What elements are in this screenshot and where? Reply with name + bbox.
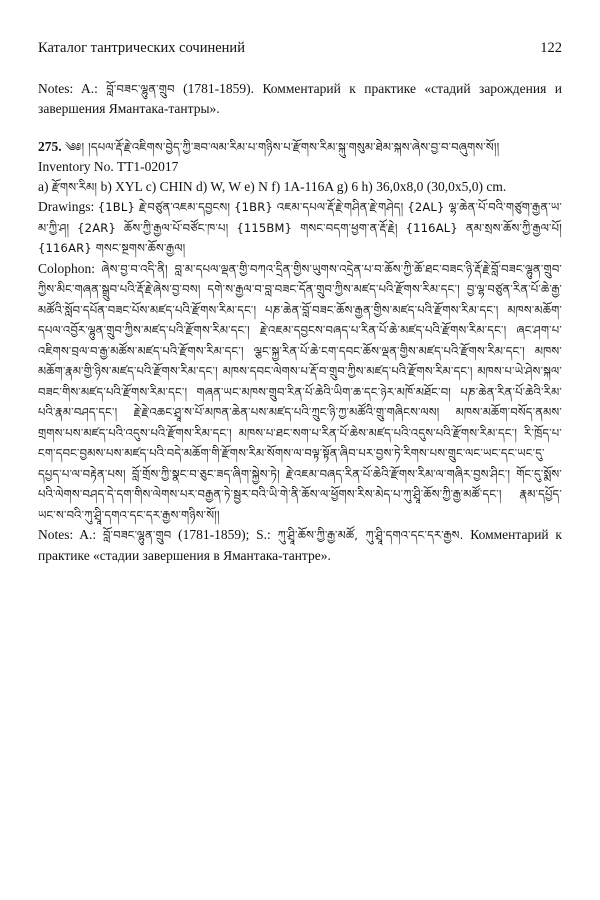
entry-number: 275. [38, 139, 62, 154]
attribute-a-value: རྫོགས་རིམ། [51, 180, 98, 194]
entry-attributes [38, 177, 562, 197]
drawings-list: {1BL} རྗེ་བཙུན་འཇམ་དབྱངས། {1BR} འཇམ་དཔལ་རྡོ་རྗེ་གཤིན་རྗེ་གཤེད། {2AL} ལྷ་ཆེན་པོ་བའི་གཙུག་རྒྱན་ཡ་མ་ཀྱི་ཤ། {2AR} ཆོས་ཀྱི་རྒྱལ་པོ་བཙོང་ཁ་པ། {115BM} གསང་བདག་ཕྱག་ན་རྡོ་རྗེ། {116AL} ནམ་སྲས་ཆོས་ཀྱི་རྒྱལ་པོ། {116AR} གསང་སྔགས་ཆོས་རྒྱལ། [38, 200, 562, 255]
notes-text: (1781-1859). Комментарий к практике «стадий зарождения и завершения Ямантака-тантры». [38, 81, 562, 116]
entry-title-tibetan: ༄༅། །དཔལ་རྡོ་རྗེ་འཇིགས་བྱེད་ཀྱི་ཟབ་ལམ་རིམ་པ་གཉིས་པ་རྫོགས་རིམ་སྐུ་གསུམ་ཐེམ་སྐས་ཞེས་བྱ་བ་བཞུགས་སོ།། [65, 140, 500, 154]
previous-entry-notes [38, 79, 562, 119]
notes-label: Notes: A.: [38, 81, 98, 96]
attributes-rest: b) XYL c) CHIN d) W, W e) N f) 1A-116A g) 6 h) 36,0x8,0 (30,0x5,0) cm. [100, 179, 507, 194]
author-name-tibetan: བློ་བཟང་ལྷུན་གྲུབ [106, 82, 175, 96]
entry-title [38, 137, 562, 157]
author-name-tibetan: བློ་བཟང་ལྷུན་གྲུབ [102, 528, 172, 542]
running-title: Каталог тантрических сочинений [38, 40, 245, 56]
entry-notes [38, 525, 562, 566]
colophon [38, 259, 562, 526]
notes-label: Notes: A.: [38, 527, 97, 542]
page-header [38, 40, 562, 57]
page-number: 122 [540, 40, 562, 56]
inventory-number: Inventory No. TT1-02017 [38, 159, 179, 174]
attribute-a-label: a) [38, 179, 49, 194]
author-dates: (1781-1859); S.: [178, 527, 271, 542]
scribes-tibetan: ཀུ་ཤྲཱི་ཆོས་ཀྱི་རྒྱ་མཚོ, ཀུ་ཤྲཱི་དགའ་དང་དར་རྒྱས. [277, 528, 464, 542]
colophon-text: ཞེས་བྱ་བ་འདི་ནི། བླ་མ་དཔལ་ལྡན་གྱི་བཀའ་དྲིན་གྱིས་ཡུགས་འདྲེན་པ་བ་ཆོས་ཀྱི་ཆོ་ཐང་བཟང་ཉི་རྡོ་རྗེ་བློ་བཟང་ལྷུན་གྲུབ་ཀྱིས་མིང་གཞན་སྒྲུབ་པའི་རྡོ་རྗེ་ཞེས་བྱ་བས། དགེ་ས་རྒྱལ་བ་བླ་བཟང་དོན་གྲུབ་ཀྱིས་མཛད་པའི་རྫོགས་རིམ་དང་། བྱ་ལྷ་བཙུན་རིན་པོ་ཆེ་རྒྱ་མཚོའི་སློབ་དཔོན་བཟང་པོས་མཛད་པའི་རྫོགས་རིམ་དང་། པཎ་ཆེན་བློ་བཟང་ཆོས་རྒྱན་གྱིས་མཛད་པའི་རྫོགས་རིམ་དང་། མཁས་མཆོག་དཔལ་འབྱོར་ལྷུན་གྲུབ་ཀྱིས་མཛད་པའི་རྫོགས་རིམ་དང་། རྗེ་འཇམ་དབྱངས་བཞད་པ་རིན་པོ་ཆེ་མཛད་པའི་རྫོགས་རིམ་དང་། ཞང་ཤག་པ་འཇིགས་བྲལ་བ་རྒྱ་མཚོས་མཛད་པའི་རྫོགས་རིམ་དང་། ལྕང་སྐྱ་རིན་པོ་ཆེ་ངག་དབང་ཆོས་ལྡན་གྱིས་མཛད་པའི་རྫོགས་རིམ་དང་། མཁས་མཆོག་རྣམ་གྱི་ཉིས་མཛད་པའི་རྫོགས་རིམ་དང་། མཁས་དབང་ལེགས་པ་རྡོ་བ་གྲུབ་ཀྱིས་མཛད་པའི་རྫོགས་རིམ་དང་། མཁས་པ་ཡེ་ཤེས་སྐལ་བཟང་གིས་མཛད་པའི་རྫོགས་རིམ་དང་། གཞན་ཡང་མཁས་གྲུབ་རིན་པོ་ཆེའི་ཡིག་ཆ་དང་ཉེར་མཁོ་མཐོང་བ། པཎ་ཆེན་རིན་པོ་ཆེའི་རིམ་པའི་རྣམ་བཤད་དང་། རྗེ་རྗེ་འཆང་ཤྲཱ་ས་པོ་མཁན་ཆེན་པས་མཛད་པའི་ཀྲུང་ཉི་ཀྱ་མཚོའི་གྲུ་གཞིངས་ལས། མཁས་མཆོག་བསོད་ནམས་གྲགས་པས་མཛད་པའི་འདུས་པའི་རྫོགས་རིམ་དང་། མཁས་པ་ཐང་སག་པ་རིན་པོ་ཆེས་མཛད་པའི་འདུས་པའི་རྫོགས་རིམ་དང་། རི་ཁྲོད་པ་ངག་དབང་བྱམས་པས་མཛད་པའི་བདེ་མཆོག་གི་རྫོགས་རིམ་སོགས་ལ་བལྟ་སྟོན་ཞིབ་པར་བྱས་ཏེ་རིགས་པས་གྲུང་ལང་ཡང་དང་ཡང་དུ་དཔྱད་པ་ལ་བརྟེན་པས། བློ་གྲོས་ཀྱི་སྣང་བ་ཅུང་ཟད་ཞིག་སྐྱེས་ཏེ། རྗེ་འཇམ་བཞད་རིན་པོ་ཆེའི་རྫོགས་རིམ་ལ་གཞིར་བྱས་ཤིང་། གོང་དུ་སྨོས་པའི་ལེགས་བཤད་དེ་དག་གིས་ལེགས་པར་བརྒྱན་ཏེ་སྦྱར་བའི་ཡི་གེ་ནི་ཆོས་ལ་ཕྱོགས་རིས་མེད་པ་ཀུ་ཤྲཱི་ཆོས་ཀྱི་རྒྱ་མཚོ་དང་། རྣམ་དཔྱོད་ཡང་ས་བའི་ཀུ་ཤྲཱི་དགའ་དང་དར་རྒྱས་གཉིས་སོ།། [38, 261, 562, 522]
colophon-label: Colophon: [38, 260, 96, 276]
drawings-label: Drawings: [38, 199, 95, 214]
drawings [38, 197, 562, 259]
catalog-page [38, 40, 562, 566]
notes-text: Комментарий к практике «стадии завершения в Ямантака-тантре». [38, 527, 562, 563]
